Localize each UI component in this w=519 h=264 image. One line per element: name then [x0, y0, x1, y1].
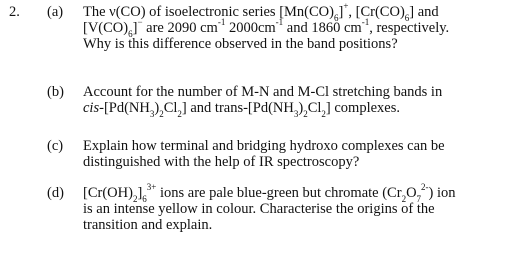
part-a-line-2: $[V(CO)_6]^-$ are 2090 $cm^{-1}$ $2000cm^{-1}$ and 1860 $cm^{-1}$, respectively.: [83, 17, 450, 39]
part-a-label: (a): [47, 4, 64, 20]
part-b: [47, 84, 499, 118]
part-a: [47, 1, 499, 54]
part-c-line-1: Explain how terminal and bridging hydroxo complexes can be: [83, 138, 445, 154]
part-d-line-1: $[Cr(OH)_2]_6^{3+}$ ions are pale blue-green but chromate $(Cr_2O_7^{2-})$ ion: [83, 182, 456, 204]
part-d-line-2: is an intense yellow in colour. Characterise the origins of the: [83, 201, 435, 217]
part-d-text: [83, 182, 519, 233]
part-d-line-3: transition and explain.: [83, 217, 213, 233]
part-d-label: (d): [47, 185, 64, 201]
question-number: 2.: [9, 4, 20, 20]
part-c-label: (c): [47, 138, 64, 154]
part-c: [47, 138, 499, 172]
part-b-text: [83, 84, 519, 119]
part-b-line-2: cis-$[Pd(NH_3)_2Cl_2]$ and trans-$[Pd(NH_3)_2Cl_2]$ complexes.: [83, 100, 400, 119]
part-a-line-3: Why is this difference observed in the band positions?: [83, 36, 398, 52]
part-a-line-1: The ν(CO) of isoelectronic series $[Mn(CO)_6]^+$, $[Cr(CO)_6]$ and: [83, 1, 439, 23]
part-d: [47, 182, 499, 237]
part-c-text: [83, 138, 519, 170]
part-b-line-1: Account for the number of M-N and M-Cl stretching bands in: [83, 84, 443, 100]
part-b-label: (b): [47, 84, 64, 100]
part-a-text: [83, 1, 519, 52]
part-c-line-2: distinguished with the help of IR spectroscopy?: [83, 154, 360, 170]
